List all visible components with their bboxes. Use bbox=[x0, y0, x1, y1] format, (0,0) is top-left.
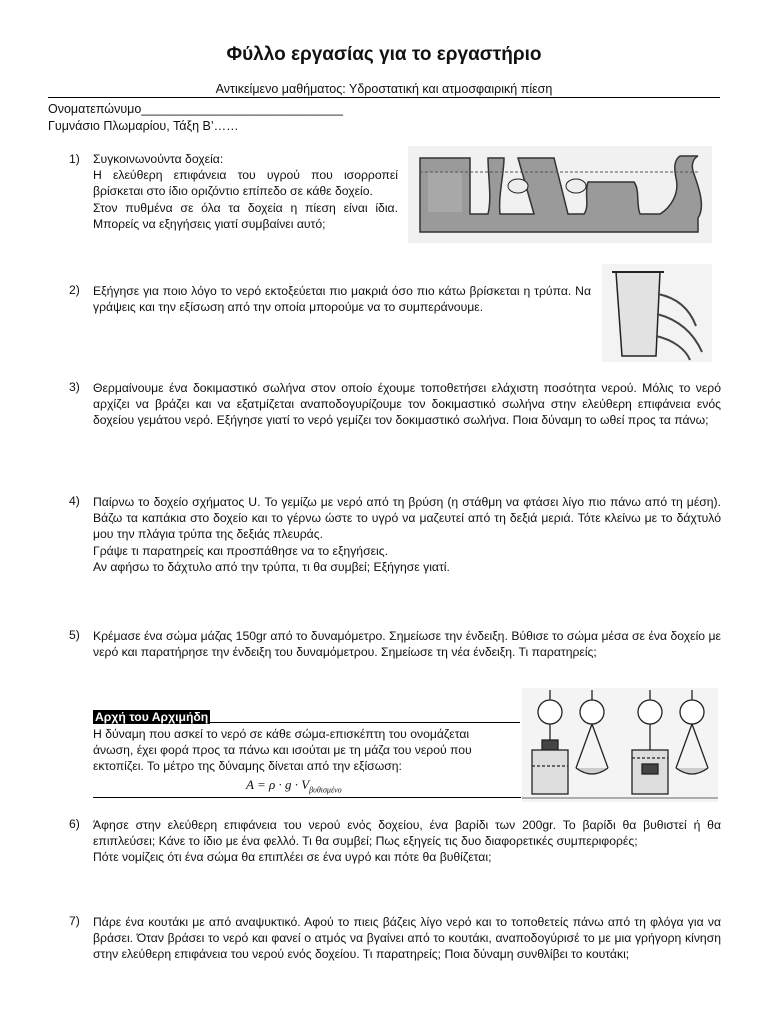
question-2-text: Εξήγησε για ποιο λόγο το νερό εκτοξεύεται πιο μακριά όσο πιο κάτω βρίσκεται η τρύπα. Να γράψεις και την εξίσωση από την οποία μπορούμε να το συμπεράνουμε. bbox=[93, 284, 591, 315]
communicating-vessels-figure bbox=[408, 146, 712, 243]
water-jet-container-figure bbox=[602, 264, 712, 362]
archimedes-heading: Αρχή του Αρχιμήδη bbox=[95, 710, 209, 724]
archimedes-bottom-rule bbox=[93, 797, 521, 798]
school-line: Γυμνάσιο Πλωμαρίου, Τάξη Β’…… bbox=[48, 119, 239, 133]
question-4-number: 4) bbox=[69, 494, 80, 508]
buoyancy-formula: $A = \rho \cdot g \cdot V_{\beta\upsilon\theta\iota\sigma\mu έ\nu o}$ bbox=[246, 777, 342, 795]
question-3-number: 3) bbox=[69, 380, 80, 394]
question-5-number: 5) bbox=[69, 628, 80, 642]
question-7-text: Πάρε ένα κουτάκι με από αναψυκτικό. Αφού το πιεις βάζεις λίγο νερό και το τοποθετείς πάνω από τη φλόγα για να βράσει. Όταν βράσει το νερό και φανεί ο ατμός να βγαίνει από το κουτάκι, αναποδογύρισέ το με μια γρήγορη κίνηση στην ελεύθερη επιφάνεια του νερού ενός δοχείου. Τι παρατηρείς; Ποια δύναμη συνθλίβει το κουτάκι; bbox=[93, 915, 721, 962]
question-7-number: 7) bbox=[69, 914, 80, 928]
question-1-number: 1) bbox=[69, 152, 80, 166]
archimedes-text: Η δύναμη που ασκεί το νερό σε κάθε σώμα-επισκέπτη του ονομάζεται άνωση, έχει φορά προς τα πάνω και ισούται με τη μάζα του νερού που εκτοπίζει. Το μέτρο της δύναμης δίνεται από την εξίσωση: bbox=[93, 727, 472, 774]
subject-line: Αντικείμενο μαθήματος: Υδροστατική και ατμοσφαιρική πίεση bbox=[48, 82, 720, 98]
question-6-number: 6) bbox=[69, 817, 80, 831]
question-6-text: Άφησε στην ελεύθερη επιφάνεια του νερού ενός δοχείου, ένα βαρίδι των 200gr. Το βαρίδι θα βυθιστεί ή θα επιπλεύσει; Κάνε το ίδιο με ένα φελλό. Τι θα συμβεί; Πως εξηγείς τις δυο διαφορετικές συμπεριφορές; Πότε νομίζεις ότι ένα σώμα θα επιπλέει σε ένα υγρό και πότε θα βυθίζεται; bbox=[93, 818, 721, 865]
question-1-text: Συγκοινωνούντα δοχεία: Η ελεύθερη επιφάνεια του υγρού που ισορροπεί βρίσκεται στο ίδιο οριζόντιο επίπεδο σε κάθε δοχείο. Στον πυθμένα σε όλα τα δοχεία η πίεση είναι ίδια. Μπορείς να εξηγήσεις γιατί συμβαίνει αυτό; bbox=[93, 152, 398, 231]
question-5-text: Κρέμασε ένα σώμα μάζας 150gr από το δυναμόμετρο. Σημείωσε την ένδειξη. Βύθισε το σώμα μέσα σε ένα δοχείο με νερό και παρατήρησε την ένδειξη του δυναμόμετρου. Σημείωσε τη νέα ένδειξη. Τι παρατηρείς; bbox=[93, 629, 721, 660]
question-2-number: 2) bbox=[69, 283, 80, 297]
page-title: Φύλλο εργασίας για το εργαστήριο bbox=[226, 44, 542, 65]
question-3-text: Θερμαίνουμε ένα δοκιμαστικό σωλήνα στον οποίο έχουμε τοποθετήσει ελάχιστη ποσότητα νερού. Μόλις το νερό αρχίζει να βράζει και να εξατμίζεται αναποδογυρίζουμε τον δοκιμαστικό σωλήνα στην ελεύθερη επιφάνεια ενός δοχείου γεμάτου νερό. Εξήγησε γιατί το νερό γεμίζει τον δοκιμαστικό σωλήνα. Ποια δύναμη το ωθεί προς τα πάνω; bbox=[93, 381, 721, 428]
name-line: Ονοματεπώνυμο_____________________________ bbox=[48, 102, 343, 116]
question-4-text: Παίρνω το δοχείο σχήματος U. Το γεμίζω με νερό από τη βρύση (η στάθμη να φτάσει λίγο πιο πάνω από τη μέση). Βάζω τα καπάκια στο δοχείο και το γέρνω ώστε το υγρό να μαζευτεί από τη δεξιά μεριά. Τότε κλείνω με το δάχτυλό μου την πλάγια τρύπα της δεξιάς πλευράς. Γράψε τι παρατηρείς και προσπάθησε να το εξηγήσεις. Αν αφήσω το δάχτυλο από την τρύπα, τι θα συμβεί; Εξήγησε γιατί. bbox=[93, 495, 721, 574]
balance-experiment-figure bbox=[522, 688, 718, 802]
heading-rule bbox=[208, 722, 520, 723]
